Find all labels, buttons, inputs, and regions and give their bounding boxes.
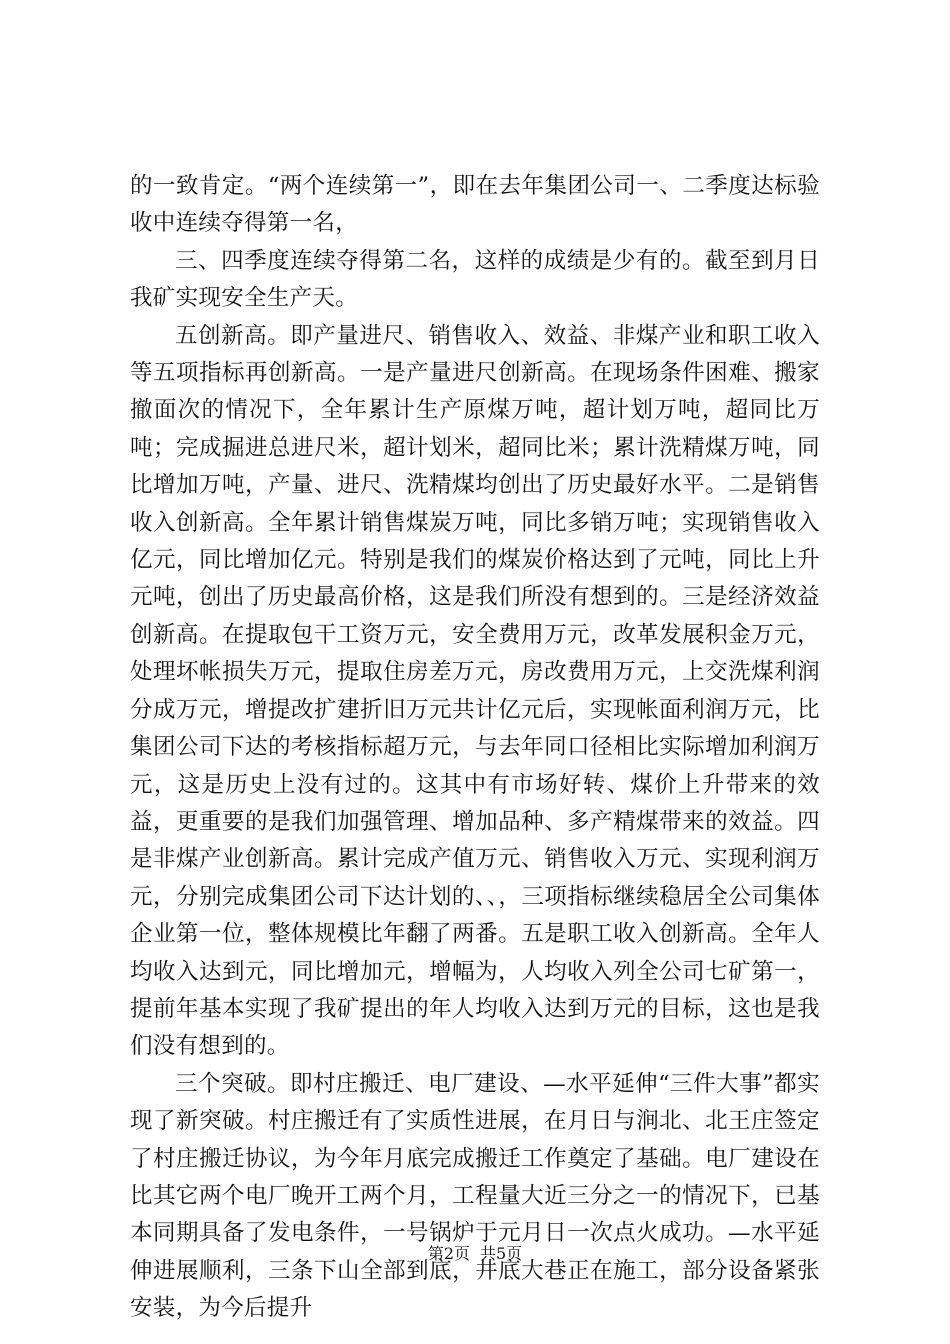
page-total: 共5页 bbox=[480, 1244, 523, 1263]
document-body bbox=[130, 168, 820, 1328]
paragraph-4: 三个突破。即村庄搬迁、电厂建设、—水平延伸“三件大事”都实现了新突破。村庄搬迁有了实质性进展，在月日与涧北、北王庄签定了村庄搬迁协议，为今年月底完成搬迁工作奠定了基础。电厂建设在比其它两个电厂晚开工两个月，工程量大近三分之一的情况下，已基本同期具备了发电条件，一号锅炉于元月日一次点火成功。—水平延伸进展顺利，三条下山全部到底，井底大巷正在施工，部分设备紧张安装，为今后提升 bbox=[130, 1070, 820, 1322]
page-footer bbox=[0, 1244, 950, 1264]
page-number: 第2页 bbox=[427, 1244, 470, 1263]
paragraph-2: 三、四季度连续夺得第二名，这样的成绩是少有的。截至到月日我矿实现安全生产天。 bbox=[130, 247, 820, 312]
paragraph-1: 的一致肯定。“两个连续第一”，即在去年集团公司一、二季度达标验收中连续夺得第一名， bbox=[130, 173, 820, 237]
paragraph-3: 五创新高。即产量进尺、销售收入、效益、非煤产业和职工收入等五项指标再创新高。一是产量进尺创新高。在现场条件困难、搬家撤面次的情况下，全年累计生产原煤万吨，超计划万吨，超同比万吨；完成掘进总进尺米，超计划米，超同比米；累计洗精煤万吨，同比增加万吨，产量、进尺、洗精煤均创出了历史最好水平。二是销售收入创新高。全年累计销售煤炭万吨，同比多销万吨；实现销售收入亿元，同比增加亿元。特别是我们的煤炭价格达到了元吨，同比上升元吨，创出了历史最高价格，这是我们所没有想到的。三是经济效益创新高。在提取包干工资万元，安全费用万元，改革发展积金万元，处理坏帐损失万元，提取住房差万元，房改费用万元，上交洗煤利润分成万元，增提改扩建折旧万元共计亿元后，实现帐面利润万元，比集团公司下达的考核指标超万元，与去年同口径相比实际增加利润万元，这是历史上没有过的。这其中有市场好转、煤价上升带来的效益，更重要的是我们加强管理、增加品种、多产精煤带来的效益。四是非煤产业创新高。累计完成产值万元、销售收入万元、实现利润万元，分别完成集团公司下达计划的、、，三项指标继续稳居全公司集体企业第一位，整体规模比年翻了两番。五是职工收入创新高。全年人均收入达到元，同比增加元，增幅为，人均收入列全公司七矿第一，提前年基本实现了我矿提出的年人均收入达到万元的目标，这也是我们没有想到的。 bbox=[130, 322, 820, 1060]
